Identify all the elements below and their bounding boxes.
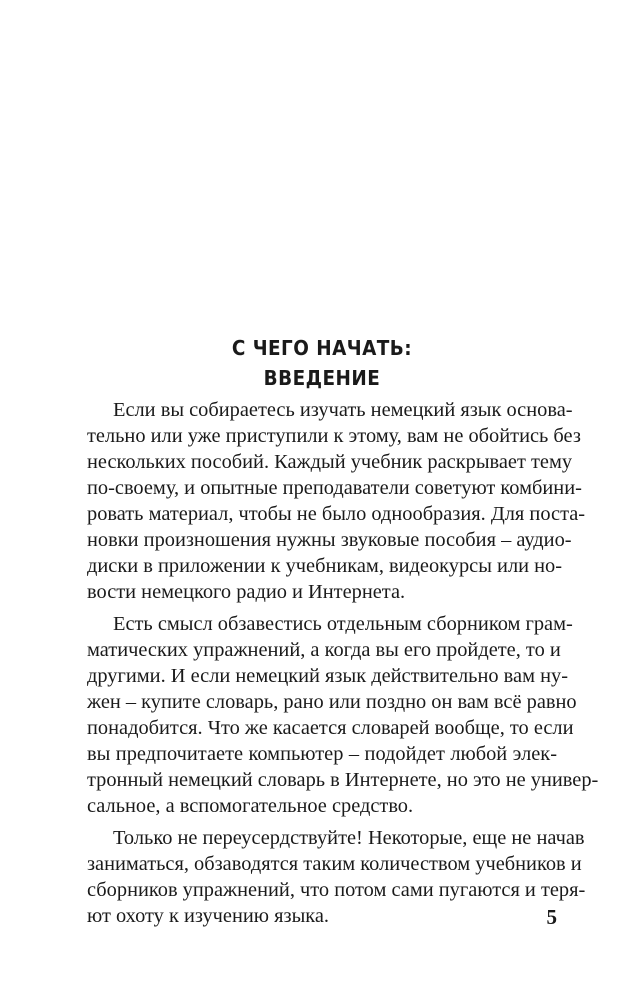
text-line: ровать материал, чтобы не было однообразия. Для поста- (87, 503, 586, 525)
paragraph (87, 825, 586, 929)
chapter-heading (26, 333, 618, 393)
paragraph (87, 397, 586, 605)
chapter-heading-line-1: С ЧЕГО НАЧАТЬ: (231, 336, 413, 360)
paragraph (87, 611, 599, 819)
text-line: сборников упражнений, что потом сами пугаются и теря- (87, 879, 586, 901)
text-line: по-своему, и опытные преподаватели советуют комбини- (87, 477, 582, 499)
text-line: жен – купите словарь, рано или поздно он вам всё равно (87, 691, 577, 713)
text-line: Если вы собираетесь изучать немецкий язык основа- (113, 399, 573, 421)
chapter-heading-line-2: ВВЕДЕНИЕ (263, 366, 381, 390)
text-line: новки произношения нужны звуковые пособия – аудио- (87, 529, 572, 551)
text-line: другими. И если немецкий язык действительно вам ну- (87, 665, 568, 687)
text-line: диски в приложении к учебникам, видеокурсы или но- (87, 555, 563, 577)
text-line: Есть смысл обзавестись отдельным сборником грам- (113, 613, 573, 635)
text-line: понадобится. Что же касается словарей вообще, то если (87, 717, 574, 739)
text-line: заниматься, обзаводятся таким количеством учебников и (87, 853, 582, 875)
text-line: вы предпочитаете компьютер – подойдет любой элек- (87, 743, 557, 765)
text-line: ют охоту к изучению языка. (87, 905, 330, 927)
text-line: сальное, а вспомогательное средство. (87, 795, 414, 817)
text-line: матических упражнений, а когда вы его пройдете, то и (87, 639, 561, 661)
text-line: тельно или уже приступили к этому, вам не обойтись без (87, 425, 581, 447)
text-line: вости немецкого радио и Интернета. (87, 581, 406, 603)
text-line: нескольких пособий. Каждый учебник раскрывает тему (87, 451, 573, 473)
page-number: 5 (546, 905, 557, 929)
text-line: тронный немецкий словарь в Интернете, но это не универ- (87, 769, 599, 791)
text-line: Только не переусердствуйте! Некоторые, еще не начав (113, 827, 585, 849)
body-text (87, 397, 599, 935)
